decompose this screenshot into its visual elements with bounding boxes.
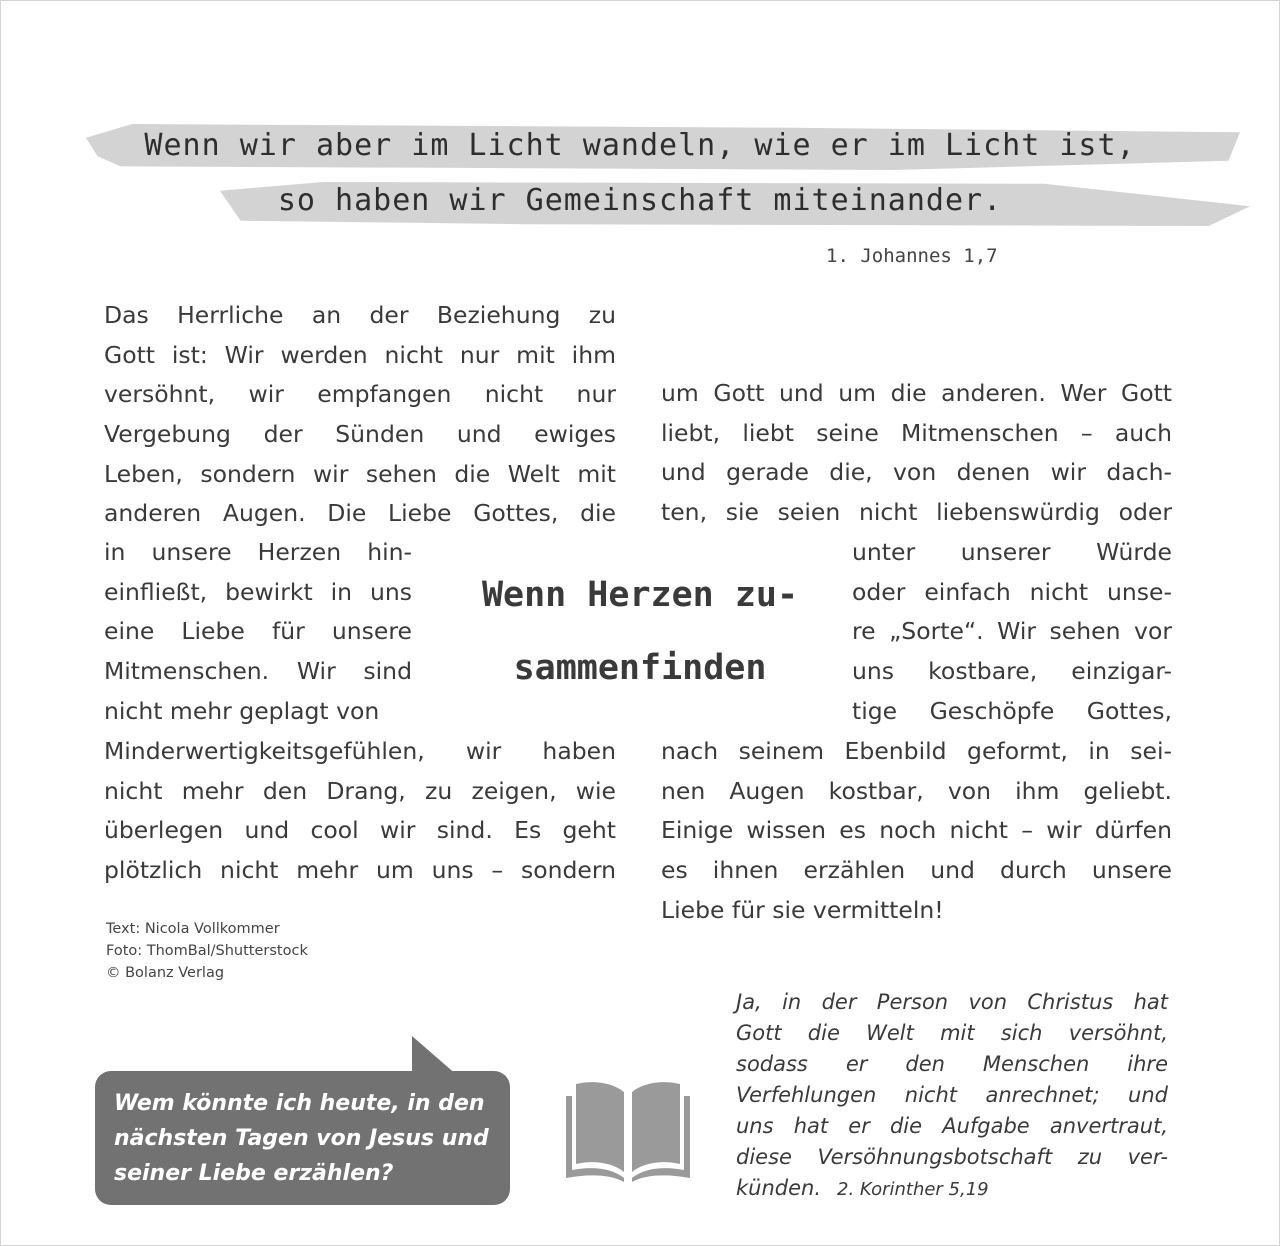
bible-quote	[736, 987, 1168, 1204]
text-line: Einige wissen es noch nicht – wir dürfen	[661, 816, 1172, 845]
credits	[106, 918, 308, 984]
credit-publisher: © Bolanz Verlag	[106, 965, 225, 981]
text-line: einfließt, bewirkt in uns	[104, 577, 412, 606]
text-line: nicht mehr geplagt von	[104, 696, 380, 725]
quote-reference: 2. Korinther 5,19	[837, 1179, 989, 1200]
quote-line: Gott die Welt mit sich versöhnt,	[736, 1021, 1168, 1045]
question-line: seiner Liebe erzählen?	[114, 1161, 394, 1186]
text-line: tige Geschöpfe Gottes,	[852, 696, 1172, 725]
text-line: plötzlich nicht mehr um uns – sondern	[104, 856, 616, 885]
text-line: versöhnt, wir empfangen nicht nur	[104, 380, 616, 409]
text-line: Leben, sondern wir sehen die Welt mit	[104, 459, 616, 488]
text-line: re „Sorte“. Wir sehen vor	[852, 617, 1172, 646]
text-line: nicht mehr den Drang, zu zeigen, wie	[104, 776, 616, 805]
quote-line: künden.	[736, 1176, 822, 1200]
open-book-icon	[562, 1078, 694, 1188]
credit-photo: Foto: ThomBal/Shutterstock	[106, 943, 308, 959]
text-line: oder einfach nicht unse-	[852, 577, 1172, 606]
text-line: liebt, liebt seine Mitmenschen – auch	[661, 418, 1172, 447]
text-line: Vergebung der Sünden und ewiges	[104, 420, 616, 449]
text-line: ten, sie seien nicht liebenswürdig oder	[661, 498, 1172, 527]
quote-line: uns hat er die Aufgabe anvertraut,	[736, 1114, 1168, 1138]
body-left-top	[104, 296, 616, 534]
text-line: es ihnen erzählen und durch unsere	[661, 856, 1172, 885]
text-line: anderen Augen. Die Liebe Gottes, die	[104, 499, 616, 528]
text-line: eine Liebe für unsere	[104, 617, 412, 646]
quote-last-line	[736, 1173, 1168, 1204]
text-line: Gott ist: Wir werden nicht nur mit ihm	[104, 340, 616, 369]
text-line: in unsere Herzen hin-	[104, 538, 412, 566]
quote-line: Verfehlungen nicht anrechnet; und	[736, 1083, 1168, 1107]
text-line: um Gott und um die anderen. Wer Gott	[661, 379, 1172, 407]
question-text	[114, 1086, 489, 1191]
credit-text: Text: Nicola Vollkommer	[106, 921, 280, 937]
text-line: uns kostbare, einzigar-	[852, 657, 1172, 686]
text-line: Liebe für sie vermitteln!	[661, 895, 944, 924]
text-line: Mitmenschen. Wir sind	[104, 657, 412, 686]
question-line: nächsten Tagen von Jesus und	[114, 1126, 489, 1151]
text-line: nen Augen kostbar, von ihm geliebt.	[661, 776, 1172, 805]
text-line: Das Herrliche an der Beziehung zu	[104, 301, 616, 329]
text-line: Minderwertigkeitsgefühlen, wir haben	[104, 737, 616, 765]
quote-line: Ja, in der Person von Christus hat	[736, 990, 1168, 1014]
speech-bubble-tail	[412, 1036, 458, 1076]
question-line: Wem könnte ich heute, in den	[114, 1091, 485, 1116]
text-line: und gerade die, von denen wir dach-	[661, 458, 1172, 487]
body-left-narrow	[104, 533, 412, 731]
quote-line: diese Versöhnungsbotschaft zu ver-	[736, 1145, 1168, 1169]
body-right-bottom	[661, 732, 1172, 930]
verse-line-2: so haben wir Gemeinschaft miteinander.	[277, 183, 1003, 218]
page-title-line-2: sammenfinden	[513, 648, 767, 688]
verse-line-1: Wenn wir aber im Licht wandeln, wie er im Licht ist,	[144, 128, 1136, 163]
verse-reference: 1. Johannes 1,7	[826, 245, 998, 267]
text-line: nach seinem Ebenbild geformt, in sei-	[661, 737, 1172, 765]
page-title-line-1: Wenn Herzen zu-	[481, 575, 799, 615]
text-line: unter unserer Würde	[852, 538, 1172, 566]
quote-line: sodass er den Menschen ihre	[736, 1052, 1168, 1076]
body-right-top	[661, 374, 1172, 533]
body-right-narrow	[852, 533, 1172, 731]
text-line: überlegen und cool wir sind. Es geht	[104, 816, 616, 845]
body-left-bottom	[104, 732, 616, 891]
